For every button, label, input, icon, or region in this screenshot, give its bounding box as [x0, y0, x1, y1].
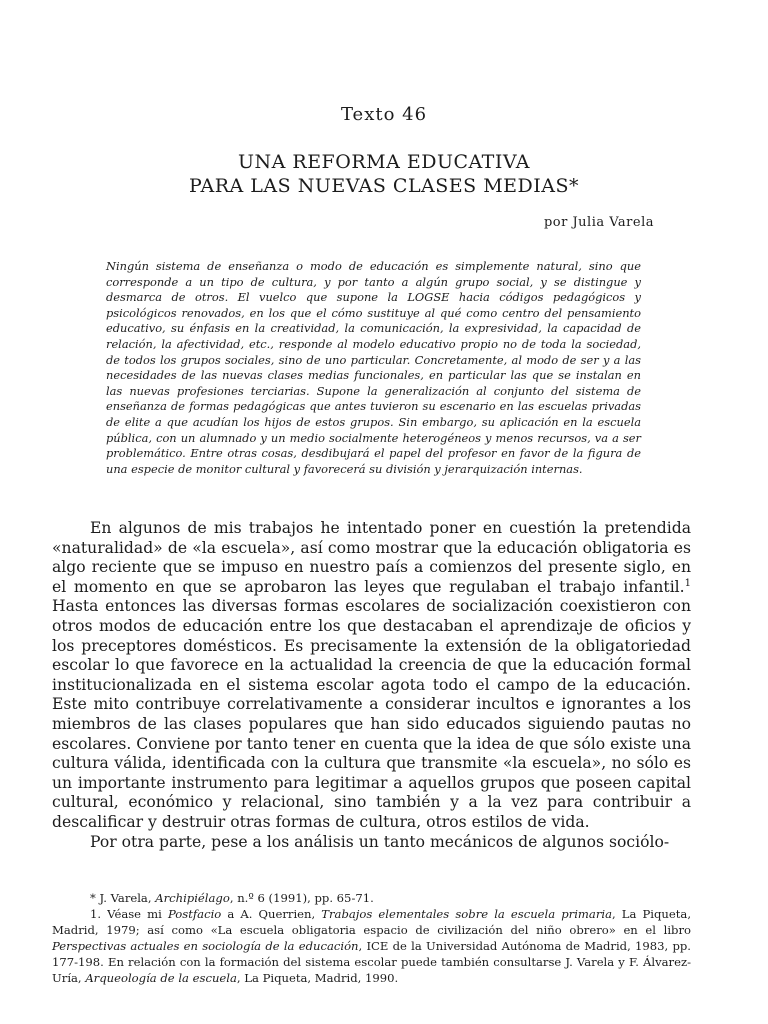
footnote-1-text-e: , La Piqueta, Madrid, 1990. [236, 971, 399, 985]
footnote-1-title-a: Postfacio [167, 907, 222, 921]
footnote-star-text: * J. Varela, [90, 891, 156, 905]
body-paragraph-2: Por otra parte, pese a los análisis un tanto mecánicos de algunos sociólo- [90, 832, 670, 851]
footnote-ref-1: 1 [684, 577, 691, 589]
article-title [0, 150, 768, 198]
footnote-1-text-a: 1. Véase mi [90, 907, 168, 921]
title-line-1: UNA REFORMA EDUCATIVA [237, 151, 531, 173]
footnote-star-ref: , n.º 6 (1991), pp. 65-71. [229, 891, 374, 905]
footnote-1-text-b: a A. Querrien, [221, 907, 322, 921]
footnote-1-text-c: , La Piqueta, Madrid, 1979; así como «La escuela obligatoria espacio de civilización del niño obrero» en el libro [52, 907, 692, 937]
body-text [52, 519, 691, 852]
footnotes [52, 890, 691, 986]
footnote-1-title-c: Perspectivas actuales en sociología de la educación [52, 939, 359, 953]
footnote-star [52, 890, 691, 906]
body-paragraph-1 [52, 519, 691, 833]
title-line-2: PARA LAS NUEVAS CLASES MEDIAS* [188, 175, 580, 197]
footnote-1-title-d: Arqueología de la escuela [85, 971, 237, 985]
paragraph-1-text-a: En algunos de mis trabajos he intentado poner en cuestión la pretendida «naturalidad» de «la escuela», así como mostrar que la educación obligatoria es algo reciente que se impuso en nuestro país a comienzos del presente siglo, en el momento en que se aprobaron las leyes que regulaban el trabajo infantil. [52, 519, 691, 596]
paragraph-1-text-b: Hasta entonces las diversas formas escolares de socialización coexistieron con otros modos de educación entre los que destacaban el aprendizaje de oficios y los preceptores domésticos. Es precisamente la extensión de la obligatoriedad escolar lo que favorece en la actualidad la creencia de que la educación formal institucionalizada en el sistema escolar agota todo el campo de la educación. Este mito contribuye correlativamente a considerar incultos e ignorantes a los miembros de las clases populares que han sido educados siguiendo pautas no escolares. Conviene por tanto tener en cuenta que la idea de que sólo existe una cultura válida, identificada con la cultura que transmite «la escuela», no sólo es un importante instrumento para legitimar a aquellos grupos que poseen capital cultural, económico y relacional, sino también y a la vez para contribuir a descalificar y destruir otras formas de cultura, otros estilos de vida. [52, 597, 691, 831]
footnote-star-journal: Archipiélago [155, 891, 230, 905]
text-number-heading: Texto 46 [340, 104, 428, 125]
footnote-1-title-b: Trabajos elementales sobre la escuela primaria [321, 907, 612, 921]
abstract: Ningún sistema de enseñanza o modo de educación es simplemente natural, sino que corresponde a un tipo de cultura, y por tanto a algún grupo social, y se distingue y desmarca de otros. El vuelco que supone la LOGSE hacia códigos pedagógicos y psicológicos renovados, en los que el cómo sustituye al qué como centro del pensamiento educativo, su énfasis en la creatividad, la comunicación, la expresividad, la capacidad de relación, la afectividad, etc., responde al modelo educativo propio no de toda la sociedad, de todos los grupos sociales, sino de uno particular. Concretamente, al modo de ser y a las necesidades de las nuevas clases medias funcionales, en particular las que se instalan en las nuevas profesiones terciarias. Supone la generalización al conjunto del sistema de enseñanza de formas pedagógicas que antes tuvieron su escenario en las escuelas privadas de elite a que acudían los hijos de estos grupos. Sin embargo, su aplicación en la escuela pública, con un alumnado y un medio socialmente heterogéneos y menos recursos, va a ser problemático. Entre otras cosas, desdibujará el papel del profesor en favor de la figura de una especie de monitor cultural y favorecerá su división y jerarquización internas. [106, 259, 641, 476]
author-byline: por Julia Varela [543, 215, 654, 230]
footnote-1 [52, 906, 691, 986]
footnote-1-text-d: , ICE de la Universidad Autónoma de Madrid, 1983, pp. 177-198. En relación con la formación del sistema escolar puede también consultarse J. Varela y F. Álvarez-Uría, [52, 939, 691, 985]
